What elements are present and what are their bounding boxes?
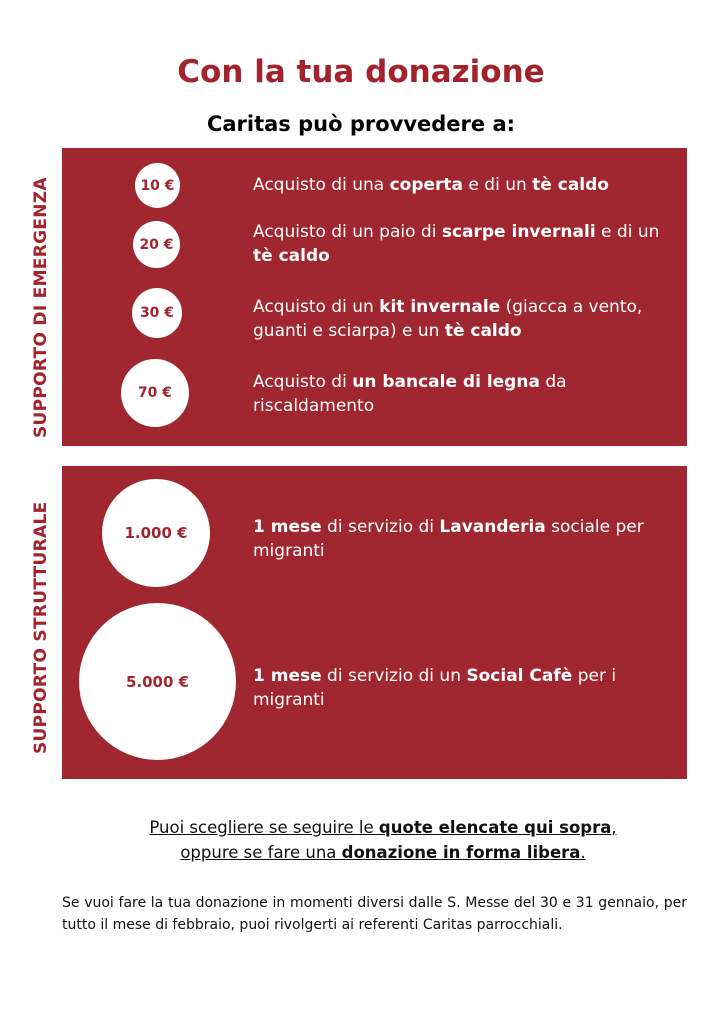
page-title: Con la tua donazione xyxy=(177,54,545,90)
page-subtitle: Caritas può provvedere a: xyxy=(206,112,516,136)
donation-item-description: Acquisto di un kit invernale (giacca a vento, guanti e sciarpa) e un tè caldo xyxy=(253,297,643,341)
section-label-emergency: SUPPORTO DI EMERGENZA xyxy=(31,177,51,438)
donation-item-description: Acquisto di un paio di scarpe invernali e di un tè caldo xyxy=(253,222,660,266)
amount-badge-20: 20 € xyxy=(133,221,180,268)
section-label-structural: SUPPORTO STRUTTURALE xyxy=(31,501,51,754)
contact-note: Se vuoi fare la tua donazione in momenti diversi dalle S. Messe del 30 e 31 gennaio, per tutto il mese di febbraio, puoi rivolgerti ai referenti Caritas parrocchiali. xyxy=(62,895,687,933)
amount-badge-30: 30 € xyxy=(132,288,182,338)
donation-item-description: 1 mese di servizio di Lavanderia sociale per migranti xyxy=(253,517,644,561)
amount-badge-10: 10 € xyxy=(135,163,180,208)
amount-badge-1000: 1.000 € xyxy=(102,479,210,587)
donation-item-description: Acquisto di un bancale di legna da riscaldamento xyxy=(253,372,567,416)
donation-item-description: Acquisto di una coperta e di un tè caldo xyxy=(253,175,609,195)
free-donation-note: Puoi scegliere se seguire le quote elencate qui sopra, oppure se fare una donazione in forma libera. xyxy=(149,818,617,862)
amount-badge-70: 70 € xyxy=(121,359,189,427)
amount-badge-5000: 5.000 € xyxy=(79,603,236,760)
donation-item-description: 1 mese di servizio di un Social Cafè per i migranti xyxy=(253,666,617,710)
